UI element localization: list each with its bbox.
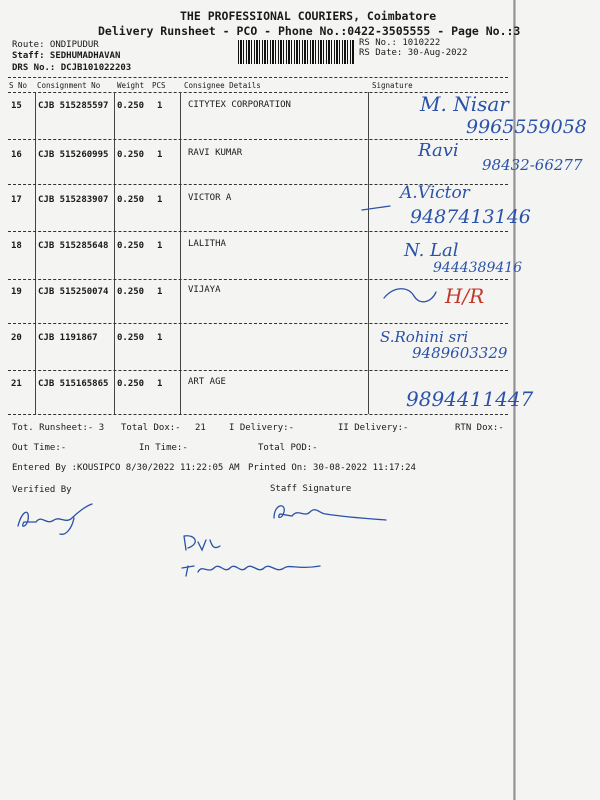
col-header-sno: S No	[9, 81, 28, 90]
row-weight: 0.250	[117, 101, 145, 111]
row-consignment: CJB 515285648	[38, 241, 109, 251]
verified-by-signature	[14, 500, 104, 540]
row-signature-phone: 98432-66277	[482, 156, 583, 174]
row-consignee: VICTOR A	[188, 193, 232, 203]
out-time: Out Time:-	[12, 443, 67, 453]
row-signature-phone: 9965559058	[466, 116, 587, 138]
row-consignment: CJB 515165865	[38, 379, 109, 389]
row-consignment: CJB 515283907	[38, 195, 109, 205]
row-weight: 0.250	[117, 150, 145, 160]
col-header-signature: Signature	[372, 81, 413, 90]
row-weight: 0.250	[117, 241, 145, 251]
col-header-pcs: PCS	[152, 81, 166, 90]
handwritten-mark	[360, 200, 400, 220]
handwritten-name-signature	[180, 528, 340, 578]
row-signature-phone: 9444389416	[433, 260, 523, 276]
row-sno: 19	[11, 287, 22, 297]
row-signature-name: H/R	[445, 284, 485, 308]
i-delivery: I Delivery:-	[229, 423, 295, 433]
staff: Staff: SEDHUMADHAVAN	[12, 51, 121, 61]
row-consignment: CJB 515285597	[38, 101, 109, 111]
total-pod: Total POD:-	[258, 443, 318, 453]
row-consignment: CJB 1191867	[38, 333, 98, 343]
row-signature-name: S.Rohini sri	[380, 328, 469, 346]
col-header-consignee: Consignee Details	[184, 81, 261, 90]
handwritten-mark	[380, 282, 440, 312]
row-sno: 20	[11, 333, 22, 343]
row-pcs: 1	[157, 241, 163, 251]
staff-signature-label: Staff Signature	[270, 484, 352, 494]
row-pcs: 1	[157, 333, 163, 343]
row-signature-phone: 9487413146	[410, 206, 531, 228]
rs-number: RS No.: 1010222	[359, 38, 441, 48]
row-signature-name: A.Victor	[400, 183, 470, 203]
row-weight: 0.250	[117, 333, 145, 343]
row-pcs: 1	[157, 287, 163, 297]
ii-delivery: II Delivery:-	[338, 423, 409, 433]
row-sno: 18	[11, 241, 22, 251]
rs-date: RS Date: 30-Aug-2022	[359, 48, 468, 58]
row-pcs: 1	[157, 195, 163, 205]
col-header-weight: Weight	[117, 81, 145, 90]
row-pcs: 1	[157, 379, 163, 389]
row-consignment: CJB 515260995	[38, 150, 109, 160]
row-signature-name: Ravi	[418, 140, 459, 161]
drs-number: DRS No.: DCJB101022203	[12, 63, 132, 73]
row-pcs: 1	[157, 101, 163, 111]
in-time: In Time:-	[139, 443, 188, 453]
row-weight: 0.250	[117, 379, 145, 389]
document-title: THE PROFESSIONAL COURIERS, Coimbatore	[180, 9, 437, 23]
row-weight: 0.250	[117, 287, 145, 297]
row-consignee: RAVI KUMAR	[188, 148, 243, 158]
barcode	[238, 40, 354, 64]
row-weight: 0.250	[117, 195, 145, 205]
row-sno: 15	[11, 101, 22, 111]
staff-signature	[268, 498, 398, 528]
verified-by-label: Verified By	[12, 485, 72, 495]
entered-by: Entered By :KOUSIPCO 8/30/2022 11:22:05 AM	[12, 463, 240, 473]
total-runsheet: Tot. Runsheet:- 3	[12, 423, 105, 433]
row-consignee: CITYTEX CORPORATION	[188, 100, 291, 110]
row-signature-name: M. Nisar	[420, 92, 509, 116]
row-consignee: LALITHA	[188, 239, 226, 249]
route: Route: ONDIPUDUR	[12, 40, 99, 50]
rtn-dox: RTN Dox:-	[455, 423, 504, 433]
row-sno: 17	[11, 195, 22, 205]
row-signature-phone: 9894411447	[406, 387, 534, 411]
total-dox-label: Total Dox:-	[121, 423, 181, 433]
row-consignment: CJB 515250074	[38, 287, 109, 297]
col-header-consignment: Consignment No	[37, 81, 101, 90]
document-subtitle: Delivery Runsheet - PCO - Phone No.:0422-3505555 - Page No.:3	[98, 24, 521, 38]
row-sno: 16	[11, 150, 22, 160]
row-consignee: VIJAYA	[188, 285, 221, 295]
row-pcs: 1	[157, 150, 163, 160]
row-sno: 21	[11, 379, 22, 389]
handwritten-name	[180, 555, 257, 570]
total-dox-value: 21	[195, 423, 206, 433]
row-consignee: ART AGE	[188, 377, 226, 387]
row-signature-phone: 9489603329	[412, 344, 508, 362]
row-signature-name: N. Lal	[404, 240, 459, 261]
printed-on: Printed On: 30-08-2022 11:17:24	[248, 463, 416, 473]
